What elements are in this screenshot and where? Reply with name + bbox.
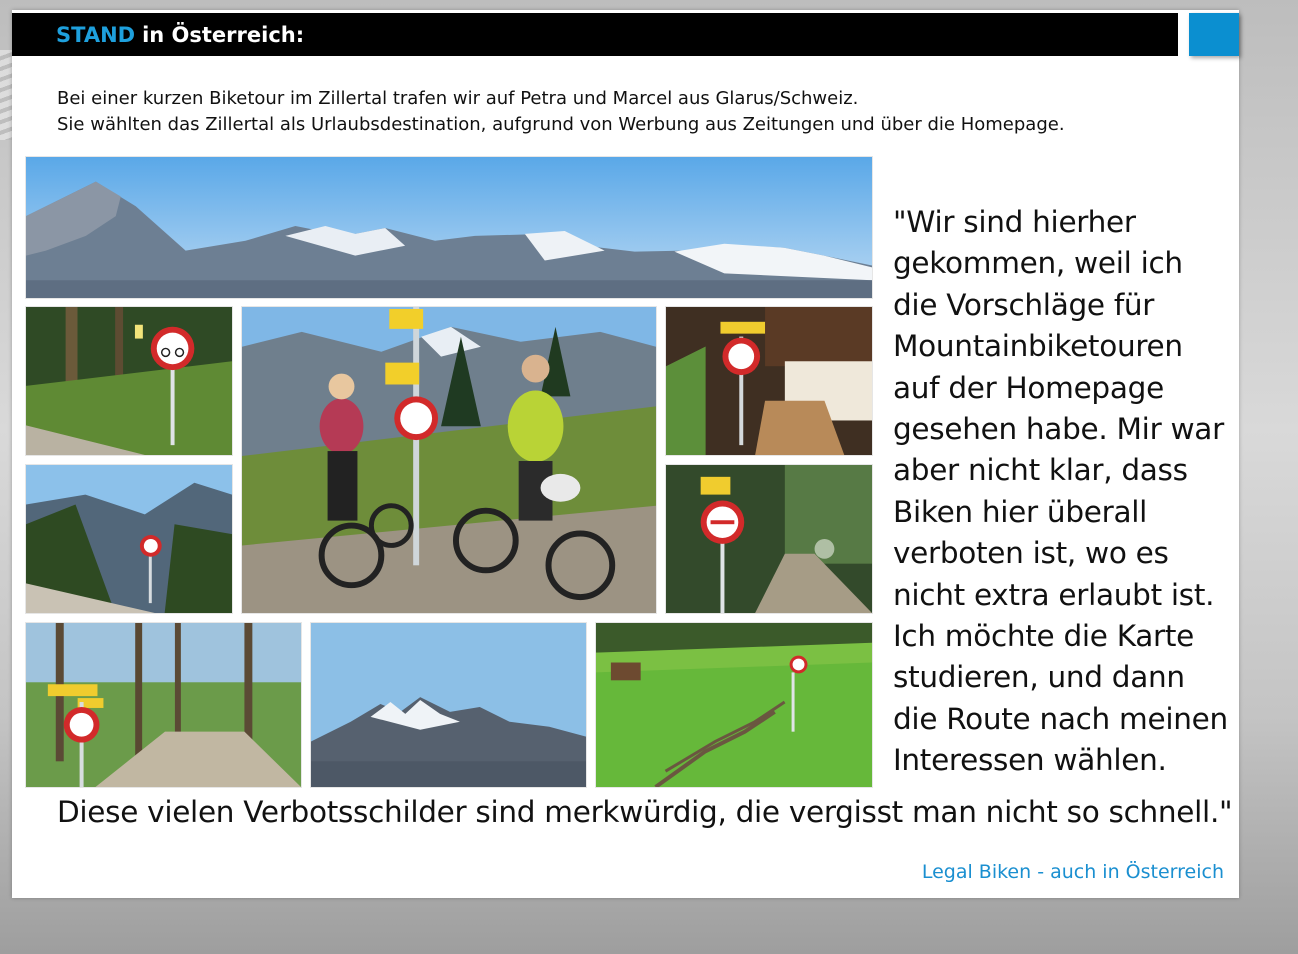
photo-meadow-sign	[595, 622, 873, 788]
photo-mountain-panorama	[25, 156, 873, 299]
photo-trail-sign	[665, 464, 873, 614]
testimonial-quote: "Wir sind hierher gekommen, weil ich die Vorschläge für Mountainbiketouren auf der Homepage gesehen habe. Mir war aber nicht klar, dass Biken hier überall verboten ist, wo es nicht extra erlaubt ist. Ich möchte die Karte studieren, und dann die Route nach meinen Interessen wählen.	[893, 205, 1228, 778]
corner-accent-square	[1189, 13, 1239, 56]
title-text: in Österreich:	[142, 22, 305, 47]
photo-valley-sign	[25, 464, 233, 614]
testimonial-quote-ending: Diese vielen Verbotsschilder sind merkwürdig, die vergisst man nicht so schnell."	[57, 795, 1233, 829]
intro-line-1: Bei einer kurzen Biketour im Zillertal trafen wir auf Petra und Marcel aus Glarus/Schweiz.	[57, 88, 859, 109]
photo-glacier-peaks	[310, 622, 587, 788]
photo-forest-sign	[25, 306, 233, 456]
photo-bikers	[241, 306, 657, 614]
intro-line-2: Sie wählten das Zillertal als Urlaubsdestination, aufgrund von Werbung aus Zeitungen und über die Homepage.	[57, 114, 1065, 135]
title-accent: STAND	[56, 22, 136, 47]
title-bar	[12, 13, 1178, 56]
footer-link[interactable]: Legal Biken - auch in Österreich	[921, 861, 1224, 883]
photo-woodshed-sign	[665, 306, 873, 456]
intro-text	[57, 86, 1177, 138]
photo-forest-path-sign	[25, 622, 302, 788]
